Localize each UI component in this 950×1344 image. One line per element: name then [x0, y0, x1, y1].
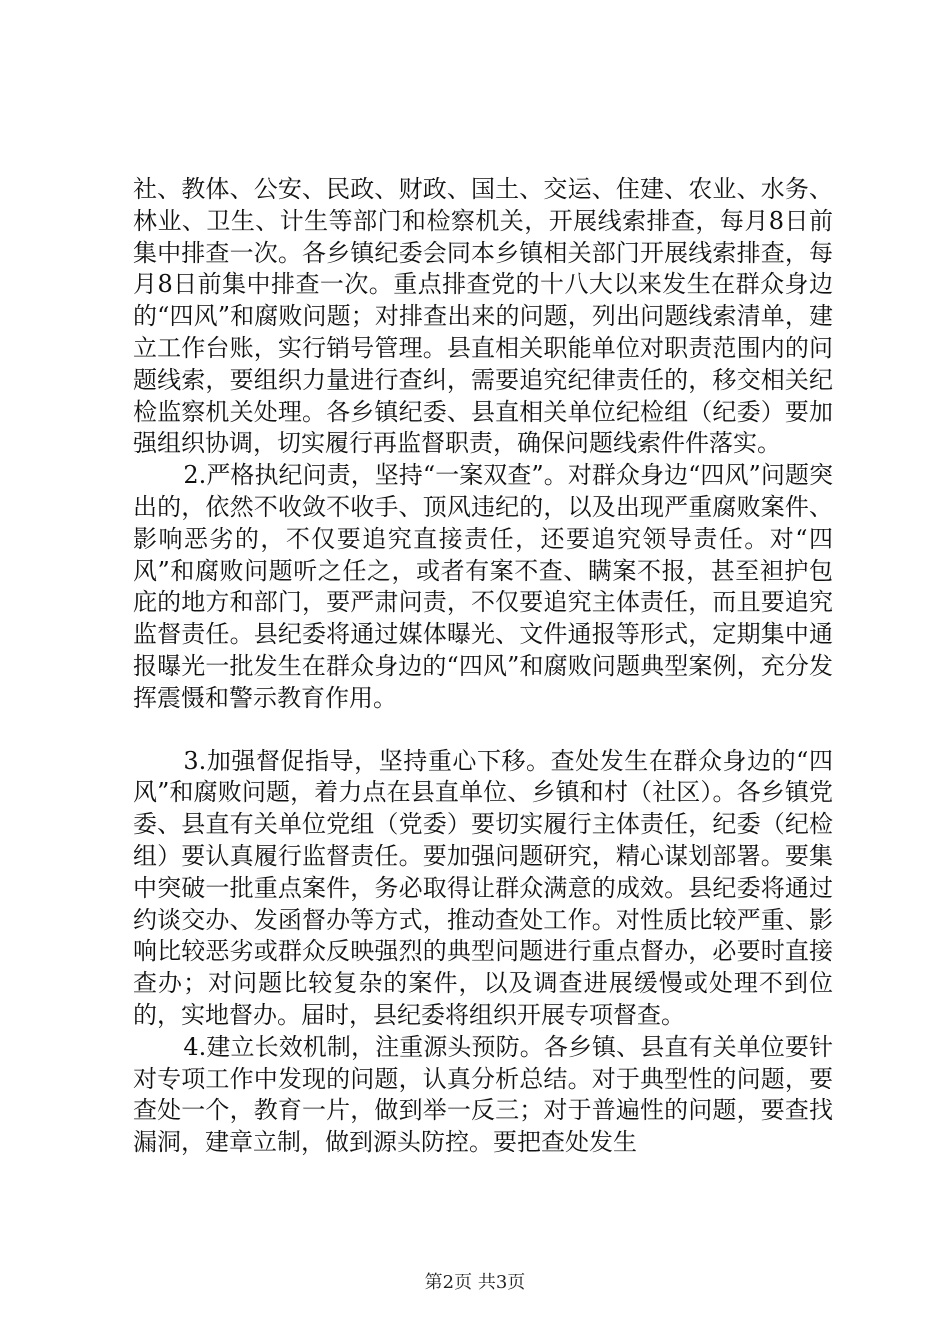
- page-number: 第2页 共3页: [424, 1272, 526, 1293]
- paragraph-item-4: 4.建立长效机制，注重源头预防。各乡镇、县直有关单位要针对专项工作中发现的问题，认真分析总结。对于典型性的问题，要查处一个，教育一片，做到举一反三；对于普遍性的问题，要查找漏洞，建章立制，做到源头防控。要把查处发生: [133, 1032, 833, 1157]
- paragraph-item-3: 3.加强督促指导，坚持重心下移。查处发生在群众身边的“四风”和腐败问题，着力点在县直单位、乡镇和村（社区）。各乡镇党委、县直有关单位党组（党委）要切实履行主体责任，纪委（纪检组）要认真履行监督责任。要加强问题研究，精心谋划部署。要集中突破一批重点案件，务必取得让群众满意的成效。县纪委将通过约谈交办、发函督办等方式，推动查处工作。对性质比较严重、影响比较恶劣或群众反映强烈的典型问题进行重点督办，必要时直接查办；对问题比较复杂的案件，以及调查进展缓慢或处理不到位的，实地督办。届时，县纪委将组织开展专项督查。: [133, 746, 833, 1029]
- paragraph-continuation: 社、教体、公安、民政、财政、国土、交运、住建、农业、水务、林业、卫生、计生等部门和检察机关，开展线索排查，每月8日前集中排查一次。各乡镇纪委会同本乡镇相关部门开展线索排查，每月8日前集中排查一次。重点排查党的十八大以来发生在群众身边的“四风”和腐败问题；对排查出来的问题，列出问题线索清单，建立工作台账，实行销号管理。县直相关职能单位对职责范围内的问题线索，要组织力量进行查纠，需要追究纪律责任的，移交相关纪检监察机关处理。各乡镇纪委、县直相关单位纪检组（纪委）要加强组织协调，切实履行再监督职责，确保问题线索件件落实。: [133, 175, 833, 458]
- paragraph-item-2: 2.严格执纪问责，坚持“一案双查”。对群众身边“四风”问题突出的，依然不收敛不收手、顶风违纪的，以及出现严重腐败案件、影响恶劣的，不仅要追究直接责任，还要追究领导责任。对“四风”和腐败问题听之任之，或者有案不查、瞒案不报，甚至袒护包庇的地方和部门，要严肃问责，不仅要追究主体责任，而且要追究监督责任。县纪委将通过媒体曝光、文件通报等形式，定期集中通报曝光一批发生在群众身边的“四风”和腐败问题典型案例，充分发挥震慑和警示教育作用。: [133, 461, 833, 712]
- paragraph-gap: [133, 715, 833, 746]
- body-text: [133, 174, 833, 1159]
- page-footer: [0, 1268, 950, 1294]
